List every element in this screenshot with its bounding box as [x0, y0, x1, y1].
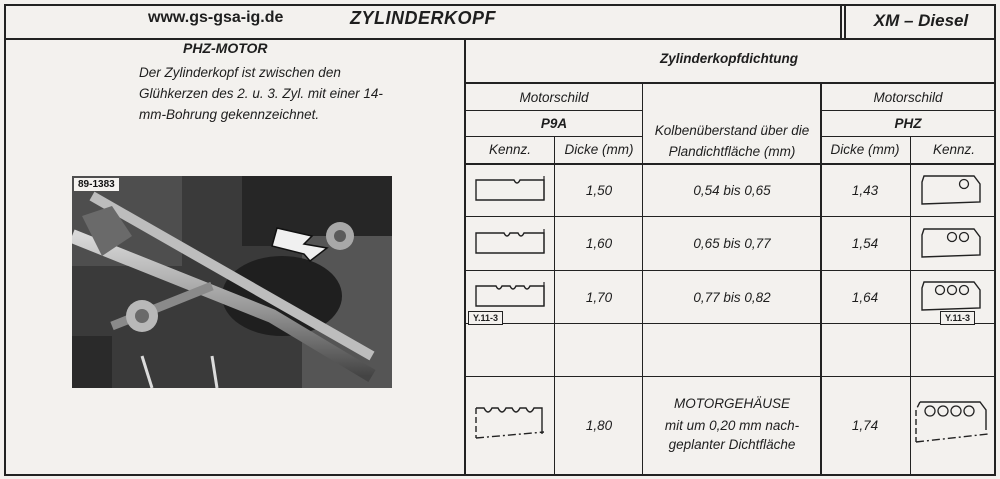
- row3-overstand: 0,77 bis 0,82: [693, 290, 771, 305]
- row2-phz-dicke: 1,54: [851, 236, 879, 251]
- grid-line: [642, 163, 643, 476]
- p9a-kennz-header: Kennz.: [488, 142, 532, 157]
- photo-reference-label: 89-1383: [74, 178, 119, 191]
- row3-phz-dicke: 1,64: [851, 290, 879, 305]
- p9a-y11-3-tag: Y.11-3: [468, 311, 503, 325]
- gasket-mark-notch-3-icon: [474, 282, 550, 310]
- phz-kennz-header: Kennz.: [932, 142, 976, 157]
- grid-line: [642, 84, 643, 164]
- grid-line: [466, 270, 996, 271]
- row1-overstand: 0,54 bis 0,65: [693, 183, 771, 198]
- p9a-engine-label: P9A: [540, 116, 568, 131]
- grid-line: [910, 136, 911, 476]
- model-label: XM – Diesel: [844, 4, 996, 38]
- phz-y11-3-tag: Y.11-3: [940, 311, 975, 325]
- gasket-mark-hole-4-icon: [914, 398, 992, 450]
- grid-line: [820, 136, 996, 137]
- gasket-mark-hole-3-icon: [918, 278, 990, 314]
- row5-middle-title: MOTORGEHÄUSE: [673, 396, 790, 411]
- grid-line: [466, 376, 996, 377]
- row2-overstand: 0,65 bis 0,77: [693, 236, 771, 251]
- row5-phz-dicke: 1,74: [851, 418, 879, 433]
- row3-p9a-dicke: 1,70: [585, 290, 613, 305]
- grid-line: [466, 216, 996, 217]
- row1-phz-dicke: 1,43: [851, 183, 879, 198]
- grid-line: [466, 163, 996, 165]
- phz-engine-label: PHZ: [894, 116, 922, 131]
- website-url: www.gs-gsa-ig.de: [148, 9, 284, 26]
- engine-photo: [72, 176, 392, 388]
- phz-motor-description: Der Zylinderkopf ist zwischen den Glühkerzen des 2. u. 3. Zyl. mit einer 14-mm-Bohrung gekennzeichnet.: [139, 65, 383, 122]
- p9a-dicke-header: Dicke (mm): [564, 142, 634, 157]
- phz-dicke-header: Dicke (mm): [830, 142, 900, 157]
- gasket-mark-notch-4-icon: [474, 404, 550, 444]
- row2-p9a-dicke: 1,60: [585, 236, 613, 251]
- grid-line: [466, 323, 996, 324]
- p9a-motorschild-header: Motorschild: [519, 90, 589, 105]
- gasket-mark-notch-1-icon: [474, 176, 550, 204]
- grid-line: [554, 136, 555, 476]
- gasket-mark-hole-1-icon: [918, 172, 990, 208]
- gasket-mark-notch-2-icon: [474, 229, 550, 257]
- grid-line: [820, 110, 996, 111]
- grid-line: [466, 110, 642, 111]
- row5-middle-text: mit um 0,20 mm nach-geplanter Dichtfläche: [664, 418, 800, 452]
- phz-motor-heading: PHZ-MOTOR: [183, 40, 268, 56]
- overstand-header: Kolbenüberstand über die Plandichtfläche (mm): [654, 123, 810, 159]
- engine-photo-illustration: [72, 176, 392, 388]
- table-caption: Zylinderkopfdichtung: [660, 51, 798, 66]
- page-title: ZYLINDERKOPF: [350, 8, 497, 28]
- phz-motorschild-header: Motorschild: [873, 90, 943, 105]
- gasket-mark-hole-2-icon: [918, 225, 990, 261]
- row5-p9a-dicke: 1,80: [585, 418, 613, 433]
- row1-p9a-dicke: 1,50: [585, 183, 613, 198]
